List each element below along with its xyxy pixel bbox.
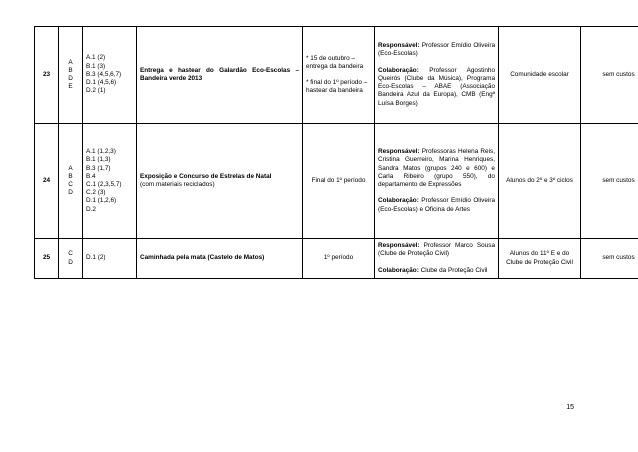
responsible-cell — [375, 27, 499, 124]
area-letters — [59, 27, 83, 124]
objective: A.1 (1,2,3) — [86, 148, 116, 156]
table-row — [35, 239, 638, 279]
activity-cell — [137, 27, 303, 124]
area-letter: D — [68, 258, 73, 266]
area-letter: E — [68, 83, 73, 91]
objective: B.3 (1,7) — [86, 164, 111, 172]
activity-cell — [137, 124, 303, 239]
objective: A.1 (2) — [86, 54, 106, 62]
area-letter: C — [68, 250, 73, 258]
area-letter: A — [68, 164, 73, 172]
cost-cell: sem custos — [581, 124, 638, 239]
objectives-cell — [83, 239, 137, 279]
area-letter: B — [68, 172, 73, 180]
timing-cell — [303, 239, 375, 279]
cost-cell: sem custos — [581, 239, 638, 279]
responsible-text: Professoras Helena Reis, Cristina Guerreiro, Marina Henriques, Sandra Matos (grupos 240 e 600) e Carla Ribeiro (grupo 550), do departamento de Expressões — [378, 148, 495, 189]
timing-cell — [303, 124, 375, 239]
responsible-text: Professor Emídio Oliveira (Eco-Escolas) — [378, 42, 496, 58]
activity-cell — [137, 239, 303, 279]
activity-note: (com materiais reciclados) — [140, 181, 215, 188]
activity-plan-table — [34, 26, 638, 279]
table-row — [35, 124, 638, 239]
activity-number: 25 — [35, 239, 59, 279]
area-letter: D — [68, 75, 73, 82]
activity-title: Exposição e Concurso de Estrelas de Natal — [140, 172, 272, 180]
timing-item: Final do 1º período — [311, 176, 366, 184]
activity-title: Entrega e hastear do Galardão Eco-Escolas – Bandeira verde 2013 — [140, 66, 299, 82]
audience-cell: Alunos do 2º e 3º ciclos — [499, 124, 581, 239]
collaboration-text: Clube da Proteção Civil — [420, 266, 488, 274]
responsible-cell — [375, 124, 499, 239]
objective: D.2 — [86, 205, 96, 213]
activity-number: 24 — [35, 124, 59, 239]
objective: C.1 (2,3,5,7) — [86, 181, 122, 188]
objectives-cell — [83, 124, 137, 239]
activity-number: 23 — [35, 27, 59, 124]
responsible-label: Responsável: — [378, 42, 420, 50]
collaboration-text: Professor Emídio Oliveira (Eco-Escolas) e Oficina de Artes — [378, 197, 495, 213]
timing-cell — [303, 27, 375, 124]
area-letter: A — [68, 58, 73, 66]
activity-title: Caminhada pela mata (Castelo de Matos) — [140, 254, 265, 262]
area-letter: C — [68, 181, 73, 188]
area-letter: B — [68, 66, 73, 74]
responsible-cell — [375, 239, 499, 279]
page-number: 15 — [566, 404, 574, 411]
cost-cell: sem custos — [581, 27, 638, 124]
collaboration-label: Colaboração: — [378, 266, 419, 274]
objective: B.4 — [86, 172, 96, 180]
timing-item: 1º período — [323, 254, 354, 262]
objective: D.1 (2) — [86, 254, 106, 262]
objective: B.1 (1,3) — [86, 156, 111, 164]
audience-cell: Alunos do 11º E e do Clube de Proteção Civil — [499, 239, 581, 279]
responsible-label: Responsável: — [378, 242, 420, 250]
objective: B.3 (4,5,6,7) — [86, 70, 122, 78]
objective: D.2 (1) — [86, 87, 106, 95]
table-row — [35, 27, 638, 124]
responsible-label: Responsável: — [378, 148, 420, 156]
responsible-text: Professor Marco Sousa (Clube de Proteção Civil) — [378, 242, 495, 258]
objective: D.1 (4,5,6) — [86, 79, 117, 87]
objective: D.1 (1,2,6) — [86, 197, 117, 205]
objective: B.1 (3) — [86, 62, 106, 70]
area-letters — [59, 124, 83, 239]
collaboration-label: Colaboração: — [378, 197, 419, 205]
area-letters — [59, 239, 83, 279]
objectives-cell — [83, 27, 137, 124]
area-letter: D — [68, 189, 73, 197]
collaboration-text: Professor Agostinho Queirós (Clube da Música), Programa Eco-Escolas – ABAE (Associação Bandeira Azul da Europa), CMB (Engª Luísa Borges) — [378, 66, 495, 107]
collaboration-label: Colaboração: — [378, 66, 419, 74]
timing-item: * final do 1º período – hastear da bandeira — [306, 79, 368, 95]
objective: C.2 (3) — [86, 189, 106, 197]
audience-cell: Comunidade escolar — [499, 27, 581, 124]
timing-item: * 15 de outubro – entrega da bandeira — [306, 54, 364, 70]
